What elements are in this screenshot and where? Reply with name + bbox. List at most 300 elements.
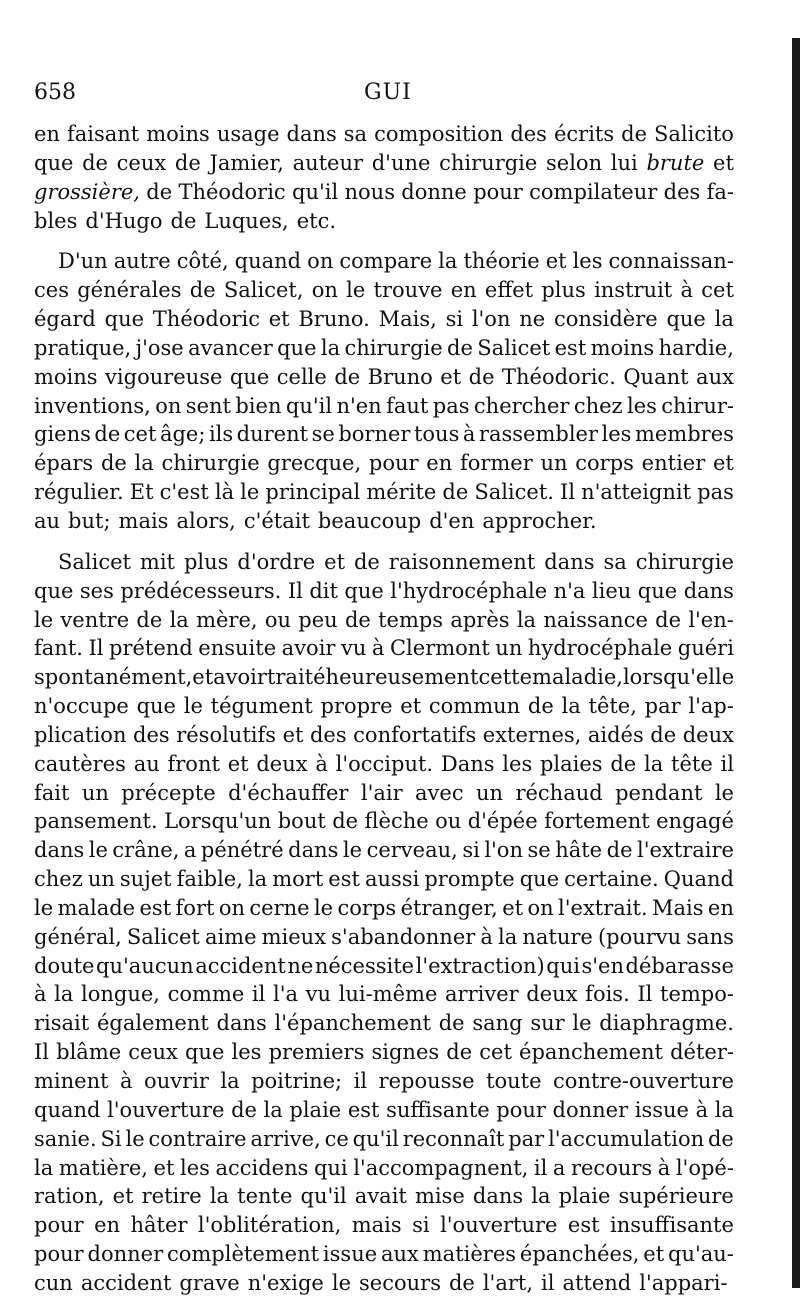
word: est bbox=[554, 335, 587, 360]
word: D'un bbox=[58, 249, 108, 274]
word: là bbox=[214, 480, 235, 505]
word: plaie bbox=[289, 1097, 342, 1122]
word: guéri bbox=[677, 636, 734, 661]
word: la bbox=[54, 982, 74, 1007]
word: mère, bbox=[196, 607, 258, 632]
word: pour bbox=[34, 1242, 84, 1267]
word: grecque, bbox=[267, 451, 362, 476]
word: dans bbox=[286, 122, 337, 146]
text-line bbox=[34, 420, 734, 449]
text-line bbox=[34, 865, 734, 894]
word: lui-même bbox=[338, 982, 438, 1007]
word: accident bbox=[195, 953, 286, 978]
word: un bbox=[476, 780, 504, 805]
word: on bbox=[155, 393, 182, 418]
word: brute bbox=[646, 150, 705, 175]
word: que bbox=[666, 307, 706, 332]
word: le bbox=[714, 780, 734, 805]
word: chirurgie bbox=[439, 150, 538, 175]
word: le bbox=[313, 895, 334, 920]
word: pour bbox=[368, 451, 419, 476]
word: d'en bbox=[429, 508, 475, 533]
word: la bbox=[561, 694, 581, 719]
word: épanchement bbox=[519, 1040, 663, 1065]
word: tente bbox=[237, 1184, 293, 1209]
word: et bbox=[712, 451, 734, 476]
word: recours bbox=[570, 1155, 653, 1180]
word: Jamier, bbox=[209, 150, 284, 175]
word: tête bbox=[671, 751, 713, 776]
word: le bbox=[240, 480, 260, 505]
word: Dans bbox=[440, 751, 495, 776]
word: maladie, bbox=[532, 665, 623, 690]
text-line bbox=[34, 836, 734, 865]
word: insuffisante bbox=[610, 1213, 734, 1238]
word: mise bbox=[414, 1184, 465, 1209]
word: raisonnement bbox=[388, 549, 536, 574]
word: l'art, bbox=[482, 1270, 534, 1295]
word: chirurgie bbox=[161, 451, 260, 476]
word: il bbox=[541, 1270, 555, 1295]
word: on bbox=[311, 278, 338, 303]
word: hâte bbox=[555, 838, 603, 863]
word: de bbox=[174, 150, 201, 175]
word: ouvrir bbox=[144, 1069, 209, 1093]
word: contraire bbox=[148, 1126, 247, 1151]
word: moins bbox=[146, 122, 210, 146]
word: mort bbox=[272, 867, 324, 892]
word: heureusement bbox=[325, 665, 479, 690]
word: au bbox=[133, 751, 160, 776]
word: pendant bbox=[615, 780, 703, 805]
word: et bbox=[227, 751, 249, 776]
word: attend bbox=[562, 1270, 632, 1295]
word: crâne, bbox=[112, 838, 180, 863]
word: cun bbox=[34, 1270, 73, 1295]
word: l'occiput. bbox=[335, 751, 434, 776]
text-line bbox=[34, 305, 734, 334]
text-line bbox=[34, 247, 734, 276]
word: commun bbox=[428, 694, 521, 719]
word: étranger, bbox=[400, 895, 498, 920]
word: l'extrait. bbox=[558, 895, 648, 920]
word: chercher bbox=[473, 393, 570, 418]
word: les bbox=[231, 1040, 262, 1065]
word: rassembler bbox=[478, 422, 599, 447]
word: Il bbox=[637, 982, 653, 1007]
word: que bbox=[184, 1040, 225, 1065]
word: à bbox=[34, 982, 47, 1007]
word: cet bbox=[701, 278, 734, 303]
word: prompte bbox=[424, 867, 515, 892]
word: effet bbox=[484, 278, 534, 303]
word: certaine. bbox=[564, 867, 659, 892]
word: Lorsqu'un bbox=[164, 809, 272, 834]
word: dans bbox=[34, 838, 85, 863]
word: qu'il bbox=[352, 1126, 399, 1151]
word: compilateur bbox=[529, 179, 658, 204]
word: les bbox=[179, 1155, 210, 1180]
word: on bbox=[218, 895, 245, 920]
text-line bbox=[34, 1211, 734, 1240]
word: a bbox=[552, 1155, 566, 1180]
word: on bbox=[527, 895, 554, 920]
word: grave bbox=[179, 1270, 240, 1295]
word: la bbox=[516, 607, 537, 632]
word: l'a bbox=[272, 982, 298, 1007]
word: sanie. bbox=[34, 1126, 97, 1151]
word: l'appari- bbox=[639, 1270, 728, 1295]
word: les bbox=[572, 249, 603, 274]
paragraph bbox=[34, 548, 734, 1298]
word: qu'il bbox=[285, 393, 333, 418]
word: sa bbox=[343, 122, 368, 146]
text-line bbox=[34, 1154, 734, 1183]
word: instruit bbox=[594, 278, 673, 303]
word: accidens bbox=[215, 1155, 309, 1180]
word: aux bbox=[381, 1242, 419, 1267]
word: donner bbox=[87, 1242, 164, 1267]
word: épars bbox=[34, 451, 94, 476]
word: il bbox=[251, 982, 266, 1007]
word: Il bbox=[560, 480, 576, 505]
word: Salicito bbox=[654, 122, 734, 146]
text-line bbox=[34, 120, 734, 149]
word: n'atteignit bbox=[581, 480, 692, 505]
word: Mais bbox=[652, 895, 704, 920]
word: la bbox=[438, 249, 458, 274]
word: de bbox=[136, 607, 163, 632]
word: dans bbox=[472, 1184, 524, 1209]
word: Luques, bbox=[204, 208, 289, 233]
text-line bbox=[34, 507, 734, 536]
word: résolutifs bbox=[176, 722, 277, 747]
word: bout bbox=[277, 809, 326, 834]
word: de bbox=[448, 1270, 475, 1295]
word: Salicet bbox=[477, 335, 551, 360]
text-line bbox=[34, 548, 734, 577]
word: si bbox=[412, 1213, 430, 1238]
word: de bbox=[332, 809, 359, 834]
paragraph bbox=[34, 247, 734, 535]
body-text bbox=[34, 120, 734, 1298]
word: ne bbox=[519, 307, 546, 332]
word: le bbox=[125, 1126, 145, 1151]
word: des bbox=[663, 179, 701, 204]
word: fa- bbox=[706, 179, 734, 204]
word: but; bbox=[68, 508, 111, 533]
word: externes, bbox=[482, 722, 582, 747]
text-line bbox=[34, 149, 734, 178]
text-line bbox=[34, 1269, 734, 1298]
word: Quand bbox=[663, 867, 734, 892]
word: il bbox=[353, 1069, 368, 1093]
word: sang bbox=[472, 1011, 523, 1036]
text-line bbox=[34, 634, 734, 663]
word: nécessite bbox=[314, 953, 415, 978]
word: naissance bbox=[543, 607, 648, 632]
word: d'échauffer bbox=[228, 780, 349, 805]
word: la bbox=[247, 867, 268, 892]
word: de bbox=[655, 607, 682, 632]
book-page bbox=[34, 80, 734, 1310]
word: dans bbox=[683, 578, 734, 603]
word: un bbox=[540, 451, 568, 476]
word: alors, bbox=[176, 508, 236, 533]
word: et bbox=[282, 722, 304, 747]
word: fois. bbox=[585, 982, 630, 1007]
word: après bbox=[450, 607, 510, 632]
word: de bbox=[447, 335, 473, 360]
word: et bbox=[713, 150, 734, 175]
word: tous bbox=[413, 422, 460, 447]
text-line bbox=[34, 1240, 734, 1269]
word: ces bbox=[34, 278, 69, 303]
text-line bbox=[34, 807, 734, 836]
word: longue, bbox=[81, 982, 160, 1007]
word: général, bbox=[34, 924, 122, 949]
text-line bbox=[34, 577, 734, 606]
word: composition bbox=[374, 122, 504, 146]
word: cerveau, bbox=[366, 838, 458, 863]
word: poitrine; bbox=[251, 1069, 343, 1093]
word: de bbox=[146, 179, 173, 204]
word: à bbox=[680, 278, 694, 303]
word: cet bbox=[123, 422, 157, 447]
word: deux bbox=[682, 722, 734, 747]
word: suffisante bbox=[386, 1097, 490, 1122]
word: tête, bbox=[588, 694, 637, 719]
word: de bbox=[442, 480, 469, 505]
word: on bbox=[307, 249, 334, 274]
word: l'air bbox=[360, 780, 403, 805]
word: de bbox=[606, 838, 633, 863]
text-line bbox=[34, 334, 734, 363]
word: fait bbox=[34, 780, 70, 805]
text-line bbox=[34, 1125, 734, 1154]
word: nous bbox=[344, 179, 395, 204]
word: Salicet bbox=[126, 924, 200, 949]
word: la bbox=[34, 1155, 54, 1180]
word: pas bbox=[697, 480, 734, 505]
word: d'Hugo bbox=[85, 208, 163, 233]
word: à bbox=[120, 1069, 133, 1093]
word: lieu bbox=[591, 578, 632, 603]
word: l'ouverture bbox=[107, 1097, 225, 1122]
word: avec bbox=[415, 780, 464, 805]
word: en bbox=[34, 122, 60, 146]
word: est bbox=[567, 1213, 600, 1238]
text-line bbox=[34, 606, 734, 635]
word: plaies bbox=[539, 751, 603, 776]
word: que bbox=[519, 867, 560, 892]
word: mérite bbox=[366, 480, 437, 505]
word: de bbox=[189, 278, 216, 303]
word: plus bbox=[183, 549, 229, 574]
text-line bbox=[34, 952, 734, 981]
word: hardie, bbox=[658, 335, 734, 360]
word: la bbox=[220, 1069, 240, 1093]
word: à bbox=[315, 751, 328, 776]
word: que bbox=[34, 150, 74, 175]
word: à bbox=[657, 1155, 671, 1180]
word: corps bbox=[575, 451, 634, 476]
word: l'accumulation bbox=[548, 1126, 705, 1151]
word: les bbox=[502, 751, 533, 776]
word: le bbox=[346, 278, 366, 303]
word: la bbox=[320, 335, 341, 360]
word: autre bbox=[113, 249, 171, 274]
word: et bbox=[192, 665, 214, 690]
word: faible, bbox=[176, 867, 243, 892]
word: l'ouverture bbox=[440, 1213, 558, 1238]
word: auteur bbox=[292, 150, 364, 175]
word: de bbox=[650, 722, 677, 747]
word: confortatifs bbox=[353, 722, 477, 747]
word: l'ap- bbox=[688, 694, 734, 719]
word: l'on bbox=[484, 838, 523, 863]
page-number: 658 bbox=[34, 80, 76, 105]
word: le bbox=[34, 895, 54, 920]
word: tempo- bbox=[660, 982, 734, 1007]
word: d'épée bbox=[467, 809, 538, 834]
word: réchaud bbox=[515, 780, 603, 805]
word: de bbox=[353, 549, 380, 574]
word: giens bbox=[34, 422, 91, 447]
word: l'oblitération, bbox=[197, 1213, 342, 1238]
word: vu bbox=[341, 636, 367, 661]
word: côté, bbox=[176, 249, 229, 274]
text-line bbox=[34, 392, 734, 421]
word: que bbox=[104, 307, 145, 332]
paragraph bbox=[34, 120, 734, 235]
word: lorsqu'elle bbox=[622, 665, 735, 690]
word: considère bbox=[553, 307, 658, 332]
word: temps bbox=[378, 607, 444, 632]
word: a bbox=[183, 838, 197, 863]
text-line bbox=[34, 207, 734, 236]
word: inventions, bbox=[34, 393, 151, 418]
word: l'hydrocéphale bbox=[390, 578, 548, 603]
word: deux bbox=[256, 751, 308, 776]
word: la bbox=[531, 1184, 551, 1209]
word: de bbox=[621, 122, 648, 146]
text-line bbox=[34, 980, 734, 1009]
word: Théodoric bbox=[152, 307, 260, 332]
word: à bbox=[371, 636, 385, 661]
word: Salicet. bbox=[474, 480, 554, 505]
word: ce bbox=[324, 1126, 349, 1151]
word: Clermont bbox=[389, 636, 490, 661]
word: au bbox=[34, 508, 61, 533]
word: et bbox=[268, 307, 290, 332]
word: l'on bbox=[471, 307, 511, 332]
word: plication bbox=[34, 722, 127, 747]
word: sa bbox=[603, 549, 627, 574]
word: d'ordre bbox=[237, 549, 316, 574]
word: durent bbox=[236, 422, 309, 447]
word: chirurgie bbox=[635, 549, 734, 574]
word: Théodoric bbox=[178, 179, 286, 204]
text-line bbox=[34, 721, 734, 750]
word: plaie bbox=[558, 1184, 611, 1209]
word: faut bbox=[386, 393, 429, 418]
text-line bbox=[34, 363, 734, 392]
word: la bbox=[644, 751, 664, 776]
word: pratique, bbox=[34, 335, 132, 360]
word: chez bbox=[34, 867, 83, 892]
word: arriver bbox=[445, 982, 519, 1007]
word: l'accompagnent, bbox=[353, 1155, 529, 1180]
word: épanchées, bbox=[519, 1242, 640, 1267]
word: l'en- bbox=[688, 607, 734, 632]
text-line bbox=[34, 894, 734, 923]
word: traité bbox=[266, 665, 326, 690]
word: si bbox=[445, 307, 464, 332]
word: dans bbox=[544, 549, 595, 574]
text-line bbox=[34, 750, 734, 779]
word: comme bbox=[167, 982, 245, 1007]
word: ceux bbox=[128, 1040, 178, 1065]
word: quand bbox=[234, 249, 302, 274]
word: qu'aucun bbox=[96, 953, 194, 978]
text-line bbox=[34, 923, 734, 952]
word: à bbox=[695, 1097, 709, 1122]
word: Bruno. bbox=[298, 307, 370, 332]
word: mais bbox=[351, 1213, 402, 1238]
word: également bbox=[96, 1011, 209, 1036]
word: de bbox=[527, 694, 554, 719]
word: Mais, bbox=[378, 307, 437, 332]
word: la bbox=[714, 307, 734, 332]
word: chirurgie bbox=[344, 335, 443, 360]
word: la bbox=[209, 1184, 230, 1209]
word: blâme bbox=[56, 1040, 122, 1065]
word: et bbox=[502, 895, 524, 920]
word: ils bbox=[208, 422, 234, 447]
word: se bbox=[527, 838, 551, 863]
word: corps bbox=[337, 895, 397, 920]
word: Et bbox=[129, 480, 154, 505]
word: cette bbox=[478, 665, 533, 690]
word: qui bbox=[313, 1155, 348, 1180]
word: n'exige bbox=[247, 1270, 324, 1295]
word: déter- bbox=[670, 1040, 734, 1065]
word: pénétré bbox=[200, 838, 284, 863]
word: que bbox=[277, 335, 317, 360]
word: de bbox=[100, 451, 127, 476]
word: toute bbox=[486, 1069, 542, 1093]
text-line bbox=[34, 1067, 734, 1096]
word: etc. bbox=[296, 208, 337, 233]
word: quand bbox=[34, 1097, 101, 1122]
text-line bbox=[34, 478, 734, 507]
word: ou bbox=[264, 607, 291, 632]
text-line bbox=[34, 779, 734, 808]
word: n'occupe bbox=[34, 694, 129, 719]
word: écrits bbox=[553, 122, 615, 146]
word: de bbox=[707, 1126, 734, 1151]
word: le bbox=[88, 838, 108, 863]
word: flèche bbox=[364, 809, 429, 834]
word: sujet bbox=[119, 867, 172, 892]
word: qu'il bbox=[300, 1184, 347, 1209]
word: débarasse bbox=[625, 953, 734, 978]
word: de bbox=[438, 1011, 465, 1036]
word: par bbox=[644, 694, 681, 719]
text-line bbox=[34, 663, 734, 692]
word: nature bbox=[522, 924, 593, 949]
